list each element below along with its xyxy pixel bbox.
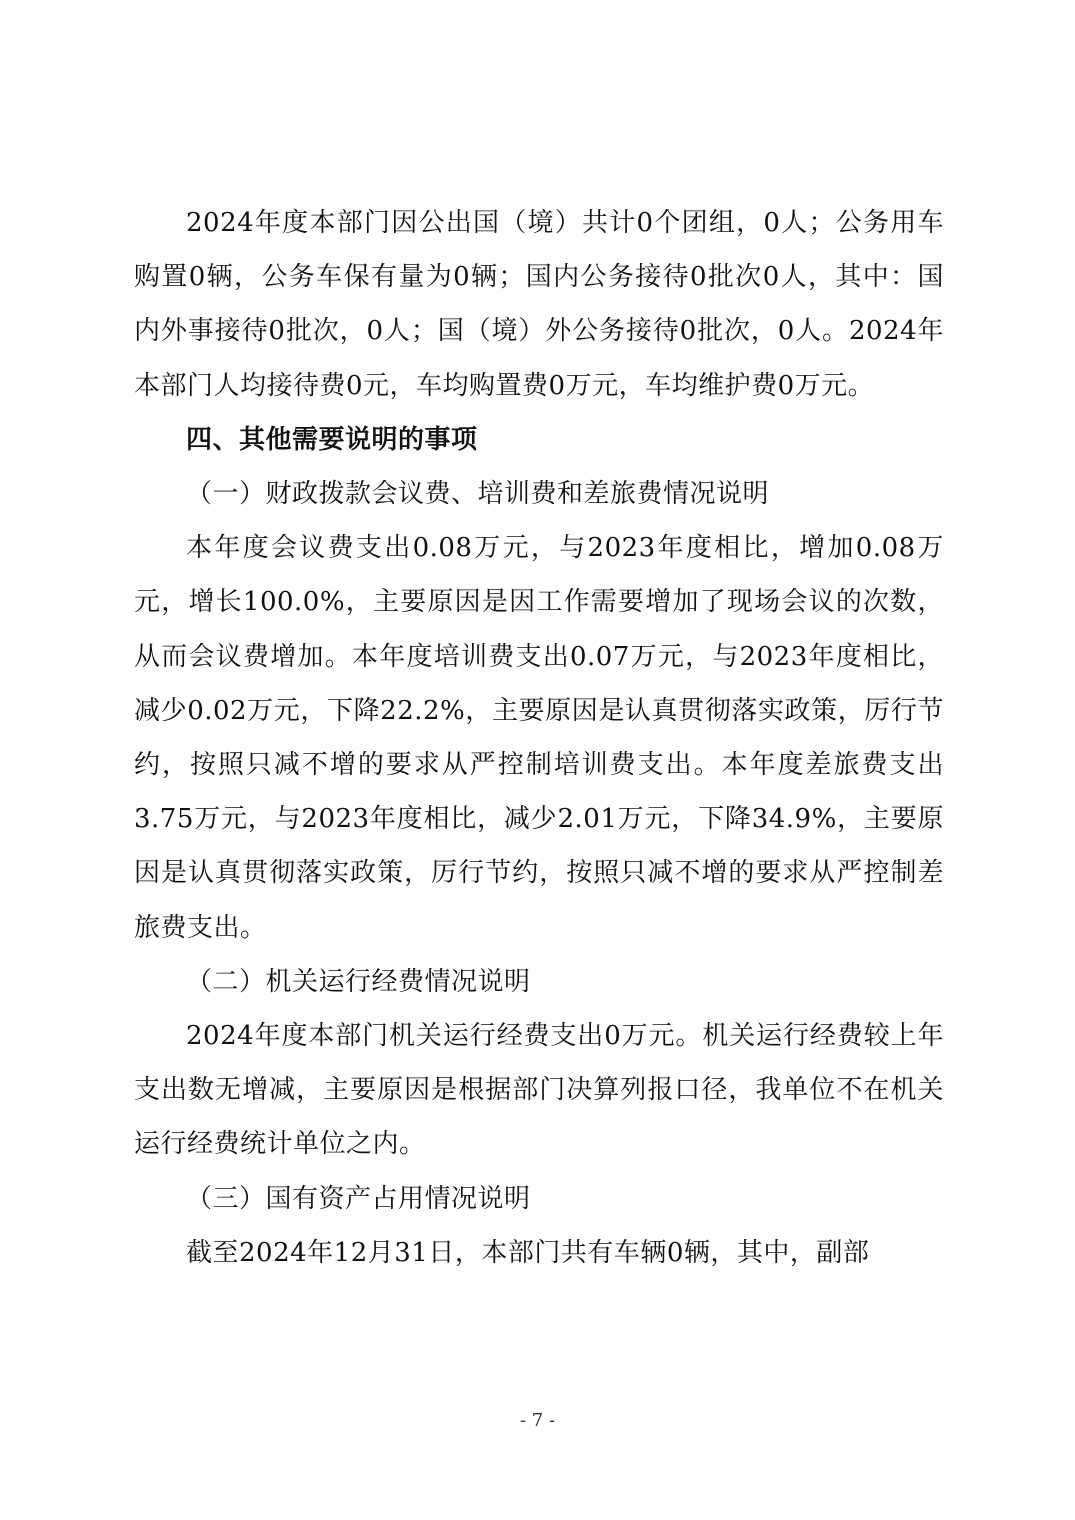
paragraph-operating-expenses: 2024年度本部门机关运行经费支出0万元。机关运行经费较上年支出数无增减，主要原因是根据部门决算列报口径，我单位不在机关运行经费统计单位之内。: [134, 1021, 944, 1160]
paragraph-overseas-vehicles-reception: 2024年度本部门因公出国（境）共计0个团组，0人；公务用车购置0辆，公务车保有量为0辆；国内公务接待0批次0人，其中：国内外事接待0批次，0人；国（境）外公务接待0批次，0人。2024年本部门人均接待费0元，车均购置费0万元，车均维护费0万元。: [134, 208, 944, 401]
section-heading-other-matters: 四、其他需要说明的事项: [186, 424, 478, 455]
subheading-meeting-training-travel: （一）财政拨款会议费、培训费和差旅费情况说明: [186, 479, 770, 510]
subheading-state-assets: （三）国有资产占用情况说明: [186, 1183, 531, 1214]
document-body: [134, 196, 944, 1280]
page-number: - 7 -: [519, 1410, 556, 1431]
paragraph-state-assets: 截至2024年12月31日，本部门共有车辆0辆，其中，副部: [186, 1237, 870, 1268]
paragraph-meeting-training-travel: 本年度会议费支出0.08万元，与2023年度相比，增加0.08万元，增长100.0%，主要原因是因工作需要增加了现场会议的次数，从而会议费增加。本年度培训费支出0.07万元，与2023年度相比，减少0.02万元，下降22.2%，主要原因是认真贯彻落实政策，厉行节约，按照只减不增的要求从严控制培训费支出。本年度差旅费支出3.75万元，与2023年度相比，减少2.01万元，下降34.9%，主要原因是认真贯彻落实政策，厉行节约，按照只减不增的要求从严控制差旅费支出。: [134, 533, 944, 943]
subheading-operating-expenses: （二）机关运行经费情况说明: [186, 966, 531, 997]
